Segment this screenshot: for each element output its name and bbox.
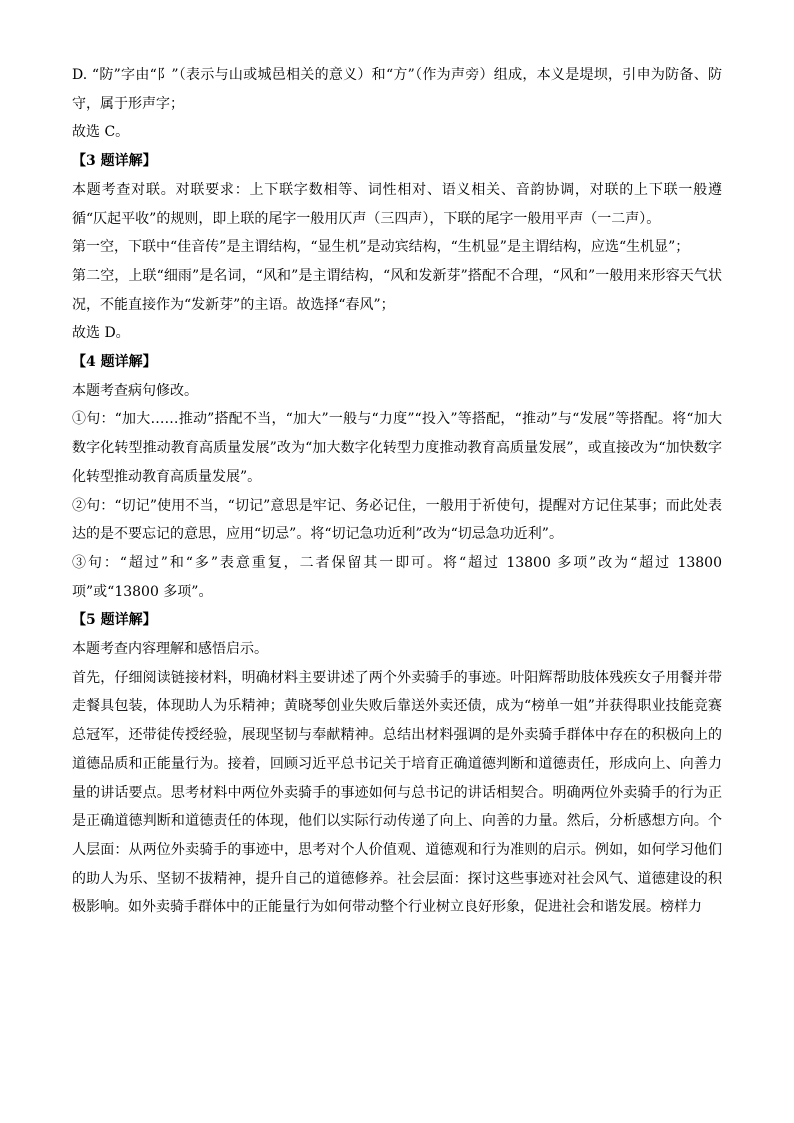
section-heading-q5: 【5 题详解】 bbox=[72, 612, 157, 629]
paragraph-q4-sentence1: ①句：“加大……推动”搭配不当，“加大”一般与“力度”“投入”等搭配，“推动”与“发展”等搭配。将“加大数字化转型推动教育高质量发展”改为“加大数字化转型力度推动教育高质量发展”，或直接改为“加快数字化转型推动教育高质量发展”。 bbox=[72, 411, 722, 485]
paragraph-answer-c: 故选 C。 bbox=[72, 124, 130, 141]
section-heading-q4: 【4 题详解】 bbox=[72, 354, 157, 371]
section-heading-q3: 【3 题详解】 bbox=[72, 153, 157, 170]
paragraph-q4-sentence3: ③句：“超过”和“多”表意重复，二者保留其一即可。将“超过 13800 多项”改为“超过 13800 项”或“13800 多项”。 bbox=[72, 554, 722, 600]
paragraph-answer-d: 故选 D。 bbox=[72, 325, 130, 342]
paragraph-q5-intro: 本题考查内容理解和感悟启示。 bbox=[72, 641, 268, 658]
paragraph-q3-intro: 本题考查对联。对联要求：上下联字数相等、词性相对、语义相关、音韵协调，对联的上下联一般遵循“仄起平收”的规则，即上联的尾字一般用仄声（三四声），下联的尾字一般用平声（一二声）。 bbox=[72, 181, 722, 227]
paragraph-q4-sentence2: ②句：“切记”使用不当，“切记”意思是牢记、务必记住，一般用于祈使句，提醒对方记住某事；而此处表达的是不要忘记的意思，应用“切忌”。将“切记急功近利”改为“切忌急功近利”。 bbox=[72, 497, 722, 543]
document-body bbox=[72, 61, 722, 922]
paragraph-q3-blank2: 第二空，上联“细雨”是名词，“风和”是主谓结构，“风和发新芽”搭配不合理，“风和”一般用来形容天气状况，不能直接作为“发新芽”的主语。故选择“春风”； bbox=[72, 267, 722, 313]
paragraph-q3-blank1: 第一空，下联中“佳音传”是主谓结构，“显生机”是动宾结构，“生机显”是主谓结构，应选“生机显”； bbox=[72, 239, 690, 256]
paragraph-option-d: D. “防”字由“阝”（表示与山或城邑相关的意义）和“方”（作为声旁）组成，本义是堤坝，引申为防备、防守，属于形声字； bbox=[72, 67, 722, 112]
paragraph-q4-intro: 本题考查病句修改。 bbox=[72, 382, 198, 399]
paragraph-q5-analysis: 首先，仔细阅读链接材料，明确材料主要讲述了两个外卖骑手的事迹。叶阳辉帮助肢体残疾女子用餐并带走餐具包装，体现助人为乐精神；黄晓琴创业失败后靠送外卖还债，成为“榜单一姐”并获得职业技能竞赛总冠军，还带徒传授经验，展现坚韧与奉献精神。总结出材料强调的是外卖骑手群体中存在的积极向上的道德品质和正能量行为。接着，回顾习近平总书记关于培育正确道德判断和道德责任，形成向上、向善力量的讲话要点。思考材料中两位外卖骑手的事迹如何与总书记的讲话相契合。明确两位外卖骑手的行为正是正确道德判断和道德责任的体现，他们以实际行动传递了向上、向善的力量。然后，分析感想方向。个人层面：从两位外卖骑手的事迹中，思考对个人价值观、道德观和行为准则的启示。例如，如何学习他们的助人为乐、坚韧不拔精神，提升自己的道德修养。社会层面：探讨这些事迹对社会风气、道德建设的积极影响。如外卖骑手群体中的正能量行为如何带动整个行业树立良好形象，促进社会和谐发展。榜样力 bbox=[72, 669, 722, 916]
